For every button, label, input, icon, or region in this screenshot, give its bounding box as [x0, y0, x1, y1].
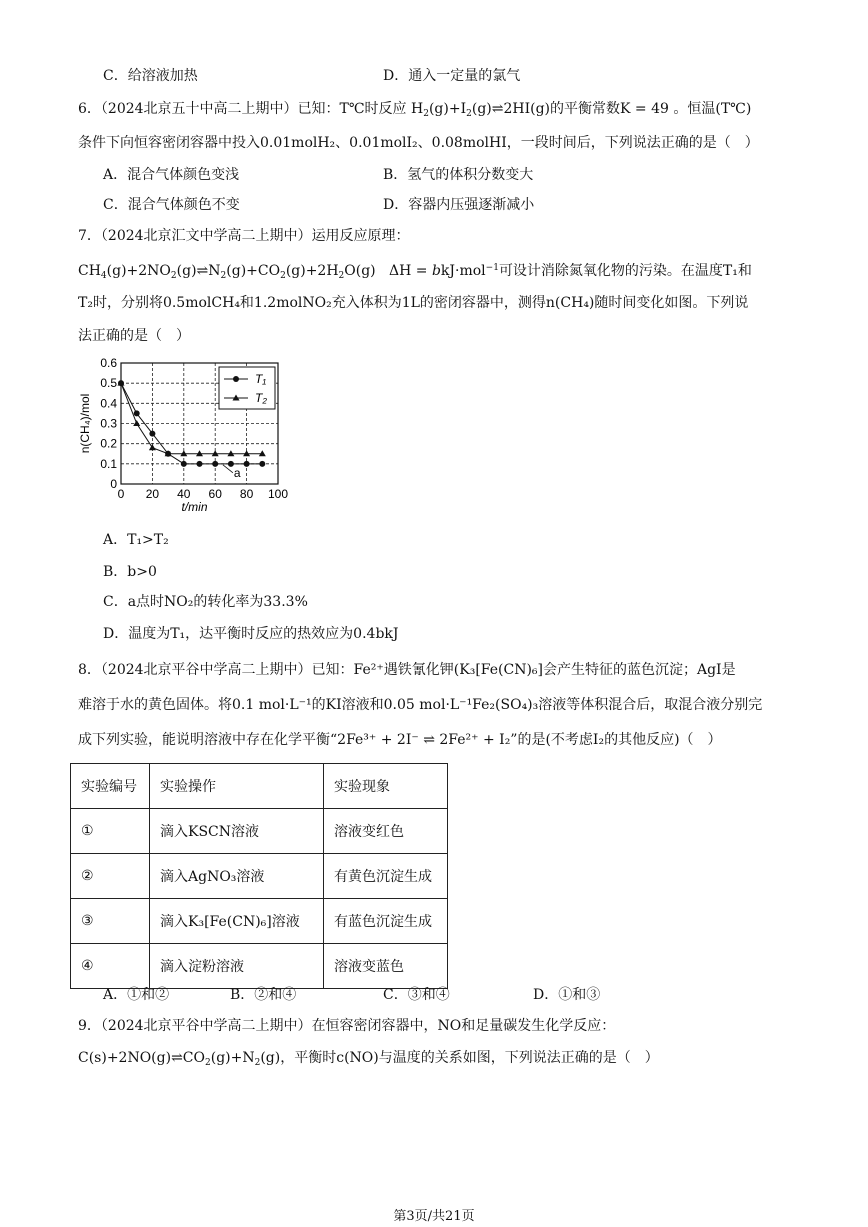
- y-tick-label: 0.1: [100, 456, 117, 471]
- data-point-t1: [212, 461, 218, 467]
- q8-stem-line3: 成下列实验，能说明溶液中存在化学平衡“2Fe³⁺ + 2I⁻ ⇌ 2Fe²⁺ + I₂”的是(不考虑I₂的其他反应)（ ）: [78, 732, 722, 748]
- data-point-t2: [149, 444, 156, 450]
- table-cell: ④: [71, 944, 150, 989]
- table-cell: 有黄色沉淀生成: [324, 854, 448, 899]
- q9-stem-line1: [78, 1016, 615, 1036]
- table-header-cell: 实验编号: [71, 764, 150, 809]
- data-point-t1: [134, 410, 140, 416]
- q6-option-d: D．容器内压强逐渐减小: [383, 197, 535, 213]
- y-tick-label: 0.3: [100, 416, 117, 431]
- table-header-cell: 实验操作: [150, 764, 324, 809]
- y-tick-label: 0: [110, 477, 117, 491]
- table-cell: 滴入KSCN溶液: [150, 809, 324, 854]
- q8-stem1: 已知：Fe²⁺遇铁氰化钾(K₃[Fe(CN)₆]会产生特征的蓝色沉淀；AgI是: [311, 662, 736, 678]
- q7-stem-line3: 法正确的是（ ）: [78, 328, 190, 344]
- q9-stem1: 在恒容密闭容器中，NO和足量碳发生化学反应：: [311, 1018, 616, 1034]
- x-tick-label: 0: [117, 487, 125, 501]
- q9-equation: $C(s)+2NO(g)\rightleftharpoons CO_2(g)+N_2(g)$: [78, 1050, 281, 1068]
- q6-option-a: A．混合气体颜色变浅: [103, 167, 240, 183]
- annotation-label-a: a: [233, 465, 241, 480]
- q8-option-a: A．①和②: [103, 987, 170, 1003]
- q6-number: 6．: [78, 101, 101, 117]
- x-tick-label: 60: [208, 487, 222, 501]
- data-point-t1: [149, 431, 155, 437]
- q7-equation: $CH_4(g)+2NO_2(g)\rightleftharpoons N_2(g)+CO_2(g)+2H_2O(g) \Delta H = bkJ\cdot mol^{-1}$: [78, 263, 499, 281]
- x-tick-label: 20: [145, 487, 160, 501]
- data-point-t1: [197, 461, 203, 467]
- q8-option-b: B．②和④: [230, 987, 297, 1003]
- q7-option-c: C．a点时NO₂的转化率为33.3%: [103, 594, 308, 610]
- q7-option-a: A．T₁>T₂: [103, 532, 169, 548]
- q8-option-d: D．①和③: [533, 987, 601, 1003]
- q8-experiment-table: [70, 763, 448, 989]
- table-row: [71, 809, 448, 854]
- legend-marker-circle: [233, 376, 239, 382]
- table-cell: 溶液变蓝色: [324, 944, 448, 989]
- q7-stem-line0: [78, 226, 410, 246]
- table-cell: 滴入K₃[Fe(CN)₆]溶液: [150, 899, 324, 944]
- q6-stem-suffix: 的平衡常数K = 49 。恒温(T℃): [550, 101, 752, 117]
- q6-equation: $H_2(g)+I_2(g)\rightleftharpoons 2HI(g)$: [411, 101, 551, 119]
- q7-option-d: D．温度为T₁，达平衡时反应的热效应为0.4bkJ: [103, 626, 399, 642]
- q8-source: （2024北京平谷中学高二上期中）: [100, 662, 312, 678]
- q5-option-d: D．通入一定量的氯气: [383, 68, 521, 84]
- q7-option-b: B．b>0: [103, 564, 157, 580]
- y-tick-label: 0.5: [100, 376, 117, 391]
- q6-stem-prefix: 已知：T℃时反应: [297, 101, 407, 117]
- table-row: [71, 899, 448, 944]
- table-cell: 滴入淀粉溶液: [150, 944, 324, 989]
- legend-label: T₂: [255, 391, 267, 405]
- x-tick-label: 100: [267, 487, 289, 501]
- y-tick-label: 0.2: [100, 436, 117, 451]
- x-tick-label: 80: [239, 487, 254, 501]
- data-point-t1: [244, 461, 250, 467]
- q9-stem-line2: [78, 1048, 659, 1073]
- table-header-cell: 实验现象: [324, 764, 448, 809]
- table-cell: 溶液变红色: [324, 809, 448, 854]
- q9-stem-suffix: ，平衡时c(NO)与温度的关系如图，下列说法正确的是（ ）: [280, 1050, 659, 1066]
- data-point-t1: [259, 461, 265, 467]
- legend-label: T₁: [255, 372, 267, 386]
- table-header-row: [71, 764, 448, 809]
- q7-stem-line1: [78, 258, 752, 286]
- x-tick-label: 40: [177, 487, 191, 501]
- data-point-t2: [133, 420, 140, 426]
- table-row: [71, 854, 448, 899]
- page-footer: 第3页/共21页: [393, 1209, 475, 1224]
- q7-intro: 运用反应原理：: [311, 228, 410, 244]
- y-tick-label: 0.4: [100, 396, 117, 411]
- q6-stem-line2: 条件下向恒容密闭容器中投入0.01molH₂、0.01molI₂、0.08molHI，一段时间后，下列说法正确的是（ ）: [78, 135, 759, 151]
- q7-source: （2024北京汇文中学高二上期中）: [100, 228, 312, 244]
- table-row: [71, 944, 448, 989]
- q7-stem-suffix: 可设计消除氮氧化物的污染。在温度T₁和: [498, 263, 752, 279]
- q8-stem-line2: 难溶于水的黄色固体。将0.1 mol·L⁻¹的KI溶液和0.05 mol·L⁻¹Fe₂(SO₄)₃溶液等体积混合后，取混合液分别完: [78, 697, 763, 713]
- q7-stem-line2: T₂时，分别将0.5molCH₄和1.2molNO₂充入体积为1L的密闭容器中，测得n(CH₄)随时间变化如图。下列说: [78, 295, 749, 311]
- q8-option-c: C．③和④: [383, 987, 450, 1003]
- y-axis-label: n(CH₄)/mol: [78, 393, 92, 454]
- q6-option-b: B．氢气的体积分数变大: [383, 167, 534, 183]
- q6-source: （2024北京五十中高二上期中）: [100, 101, 298, 117]
- table-cell: ②: [71, 854, 150, 899]
- q8-number: 8．: [78, 662, 101, 678]
- q7-chart: [78, 355, 308, 525]
- q6-stem-line1: [78, 99, 751, 124]
- data-point-t1: [181, 461, 187, 467]
- table-cell: ①: [71, 809, 150, 854]
- q9-source: （2024北京平谷中学高二上期中）: [100, 1018, 312, 1034]
- q9-number: 9．: [78, 1018, 101, 1034]
- q5-option-c: C．给溶液加热: [103, 68, 198, 84]
- q7-number: 7．: [78, 228, 101, 244]
- table-cell: ③: [71, 899, 150, 944]
- y-tick-label: 0.6: [100, 356, 117, 370]
- q8-stem-line1: [78, 660, 736, 680]
- q6-option-c: C．混合气体颜色不变: [103, 197, 240, 213]
- table-cell: 有蓝色沉淀生成: [324, 899, 448, 944]
- x-axis-label: t/min: [181, 500, 208, 514]
- table-cell: 滴入AgNO₃溶液: [150, 854, 324, 899]
